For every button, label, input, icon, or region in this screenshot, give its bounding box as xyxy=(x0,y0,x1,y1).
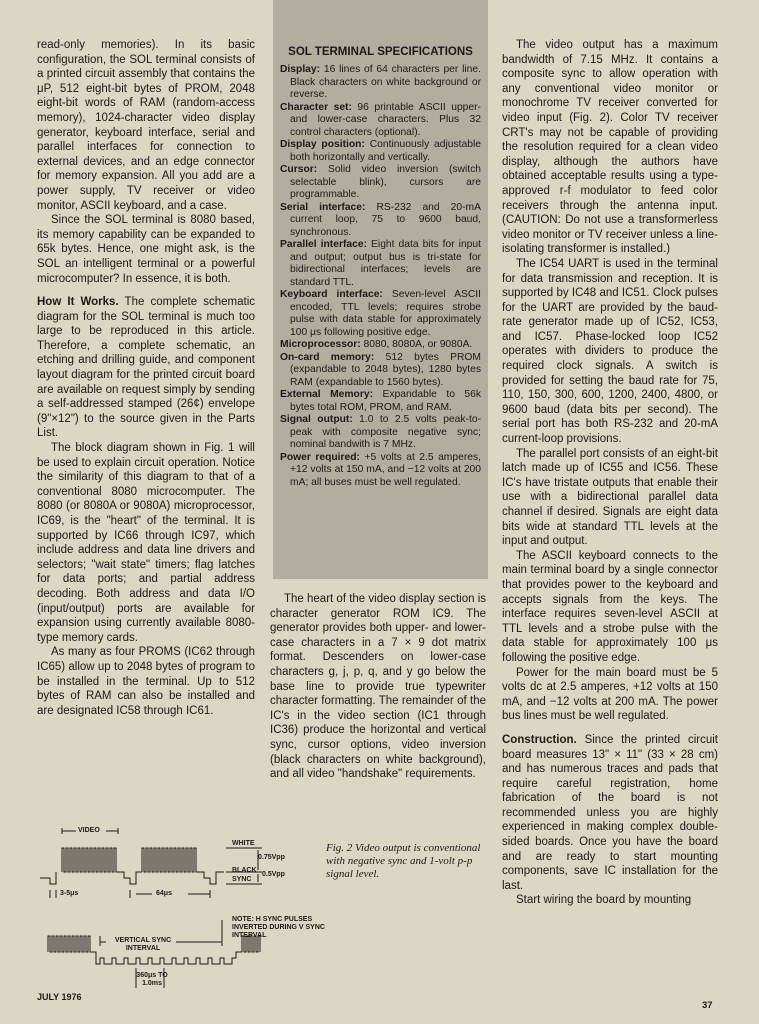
spec-label: Signal output: xyxy=(280,414,353,425)
col1-paragraph-how-it-works xyxy=(37,295,255,441)
col1-paragraph-3: The complete schematic diagram for the SOL terminal is much too large to be reproduced in this article. Therefore, a complete schematic, an etching and drilling guide, and component layout diagram for the printed circuit board are available on request simply by sending a self-addressed stamped (26¢) envelope (9"×12") to the source given in the Parts List. xyxy=(37,296,256,440)
col1-paragraph-2: Since the SOL terminal is 8080 based, its memory capability can be expanded to 65k bytes. Hence, one might ask, is the SOL an intelligent terminal or a powerful microcomputer? In essence, it is both. xyxy=(37,214,255,285)
spec-label: Character set: xyxy=(280,101,352,113)
label-05vpp: 0.5Vpp xyxy=(262,871,285,878)
label-075vpp: 0.75Vpp xyxy=(258,854,285,861)
col3-paragraph-6: Since the printed circuit board measures 13" × 11" (33 × 28 cm) and has numerous traces and pads that require careful registration, home fabrication of the board is not recommended unless you are highly experienced in making complex double-sided boards. Once you have the board and are ready to start mounting components, save IC installation for the last. xyxy=(502,733,718,892)
label-white: WHITE xyxy=(232,840,255,847)
spec-label: Microprocessor: xyxy=(280,339,361,350)
spec-item xyxy=(280,414,481,452)
spec-label: Display position: xyxy=(280,139,365,150)
spec-label: Serial interface: xyxy=(280,201,366,213)
spec-item xyxy=(280,164,481,202)
heading-construction: Construction. xyxy=(502,733,577,746)
spec-text: Continuously adjustable both horizontally and vertically. xyxy=(290,139,481,163)
spec-text: RS-232 and 20-mA current loop, 75 to 9600 baud, synchronous. xyxy=(290,201,481,238)
col3-paragraph-5: Power for the main board must be 5 volts dc at 2.5 amperes, +12 volts at 150 mA, and −12 volts at 200 mA. The power bus lines must be well regulated. xyxy=(502,666,718,723)
spec-text: Seven-level ASCII encoded, TTL levels; requires strobe pulse with data stable for approximately 100 μs following positive edge. xyxy=(290,289,481,338)
spec-label: On-card memory: xyxy=(280,351,375,363)
column-right xyxy=(502,38,718,908)
spec-text: Eight data bits for input and output; output bus is tri-state for bidirectional interfaces; levels are standard TTL. xyxy=(290,239,481,288)
col1-paragraph-4: The block diagram shown in Fig. 1 will be used to explain circuit operation. Notice the similarity of this diagram to that of a conventional 8080 microcomputer. The 8080 (or 8080A or 9080A) microprocessor, IC69, is the "heart" of the terminal. It is supported by IC66 through IC97, which include address and data line drivers and selectors; "wait state" timers; flag latches for data ports; and partial address decoding. Both address and data I/O (input/output) ports are available for expansion using currently available 8080-type memory cards. xyxy=(37,442,255,644)
spec-item xyxy=(280,139,481,164)
spec-text: 16 lines of 64 characters per line. Black characters on white background or reverse. xyxy=(290,64,481,100)
footer-issue-date: JULY 1976 xyxy=(37,992,82,1002)
figure-caption: Fig. 2 Video output is conventional with negative sync and 1-volt p-p signal level. xyxy=(326,842,481,880)
label-360us: 360μs TO 1.0ms xyxy=(136,972,168,987)
spec-text: Solid video inversion (switch selectable blink), cursors are programmable. xyxy=(290,164,481,200)
spec-label: Keyboard interface: xyxy=(280,289,383,300)
spec-item xyxy=(280,352,481,390)
waveform-horizontal xyxy=(36,820,304,900)
label-64us: 64μs xyxy=(156,890,172,897)
spec-text: +5 volts at 2.5 amperes, +12 volts at 150 mA, and −12 volts at 200 mA; all buses must be well regulated. xyxy=(290,451,481,488)
label-note-hsync: NOTE: H SYNC PULSES INVERTED DURING V SYNC INTERVAL xyxy=(232,916,325,939)
spec-text: 96 printable ASCII upper-and lower-case characters. Plus 32 control characters (optional). xyxy=(290,101,481,138)
col1-paragraph-5: As many as four PROMS (IC62 through IC65) allow up to 2048 bytes of program to be installed in the terminal. Up to 512 bytes of RAM can also be installed and are designated IC58 through IC61. xyxy=(37,646,255,717)
spec-item xyxy=(280,64,481,102)
spec-text: 1.0 to 2.5 volts peak-to-peak with composite negative sync; nominal bandwith is 7 MHz. xyxy=(290,414,482,450)
column-middle xyxy=(270,592,486,782)
spec-item xyxy=(280,389,481,414)
specifications-box xyxy=(273,0,488,579)
spec-item xyxy=(280,102,481,140)
spec-item xyxy=(280,289,481,339)
col2-paragraph-1: The heart of the video display section is character generator ROM IC9. The generator provides both upper- and lower-case characters in a 7 × 9 dot matrix format. Descenders on lower-case characters g, j, p, q, and y go below the base line to provide true typewriter character formatting. The remainder of the IC's in the video section (IC1 through IC36) produce the horizontal and vertical sync, cursor options, video inversion (black characters on white background), and all video "handshake" requirements. xyxy=(270,593,487,781)
col3-paragraph-3: The parallel port consists of an eight-bit latch made up of IC55 and IC56. These IC's have tristate outputs that enable their use with a bidirectional parallel data channel if desired. Signals are eight data bits wide at standard TTL levels at the input and output. xyxy=(502,447,718,548)
label-video: VIDEO xyxy=(78,827,100,834)
spec-text: 512 bytes PROM (expandable to 2048 bytes), 1280 bytes RAM (expandable to 1560 bytes). xyxy=(290,351,481,388)
spec-item xyxy=(280,202,481,240)
footer-page-number: 37 xyxy=(702,1000,713,1011)
waveform-vertical xyxy=(36,912,336,992)
spec-item xyxy=(280,239,481,289)
spec-label: Power required: xyxy=(280,451,360,463)
heading-how-it-works: How It Works. xyxy=(37,296,119,309)
spec-item xyxy=(280,339,481,352)
label-black: BLACK xyxy=(232,867,257,874)
label-vertical-sync-interval: VERTICAL SYNC INTERVAL xyxy=(114,937,172,952)
col3-paragraph-construction xyxy=(502,733,718,894)
col3-paragraph-4: The ASCII keyboard connects to the main terminal board by a single connector that provides power to the keyboard and accepts signals from the keys. The interface requires seven-level ASCII at TTL levels and a strobe pulse with the data stable for approximately 100 μs following the positive edge. xyxy=(502,549,718,664)
spec-label: Cursor: xyxy=(280,164,318,175)
label-3-5us: 3-5μs xyxy=(60,890,79,897)
spec-text: Expandable to 56k bytes total ROM, PROM, and RAM. xyxy=(290,389,481,413)
label-sync: SYNC xyxy=(232,876,252,883)
col3-paragraph-1: The video output has a maximum bandwidth of 7.15 MHz. It contains a composite sync to allow operation with any conventional video monitor or monochrome TV receiver converted for video input (Fig. 2). Color TV receiver CRT's may not be capable of providing the resolution required for a clean video display, although the authors have obtained acceptable results using a type-approved r-f modulator to feed color receivers through the antenna input. (CAUTION: Do not use a transformerless video monitor or TV receiver unless a line-isolating transformer is installed.) xyxy=(502,39,718,256)
spec-item xyxy=(280,452,481,490)
spec-label: External Memory: xyxy=(280,389,374,400)
col1-paragraph-1: read-only memories). In its basic configuration, the SOL terminal consists of a printed circuit assembly that contains the μP, 512 eight-bit bytes of PROM, 2048 eight-bit words of RAM (random-access memory), 1024-character video display generator, keyboard interface, serial and parallel interfaces for connection to external devices, and an edge connector for memory expansion. All you add are a power supply, TV receiver or video monitor, ASCII keyboard, and a case. xyxy=(37,39,255,212)
col3-paragraph-2: The IC54 UART is used in the terminal for data transmission and reception. It is supported by IC48 and IC51. Clock pulses for the UART are provided by the baud-rate generator made up of IC52, IC53, and IC57. Phase-locked loop IC52 operates with dividers to produce the required clock signals. A switch is provided for setting the baud rate for 75, 110, 150, 300, 600, 1200, 2400, 4800, or 9600 baud (data bits per second). The serial port has both RS-232 and 20-mA current-loop provisions. xyxy=(502,257,718,446)
spec-label: Parallel interface: xyxy=(280,239,368,250)
specifications-title: SOL TERMINAL SPECIFICATIONS xyxy=(288,46,473,58)
spec-text: 8080, 8080A, or 9080A. xyxy=(360,339,473,350)
col3-paragraph-7: Start wiring the board by mounting xyxy=(516,894,692,907)
specifications-list xyxy=(280,64,481,489)
column-left xyxy=(37,38,255,718)
spec-label: Display: xyxy=(280,64,321,75)
